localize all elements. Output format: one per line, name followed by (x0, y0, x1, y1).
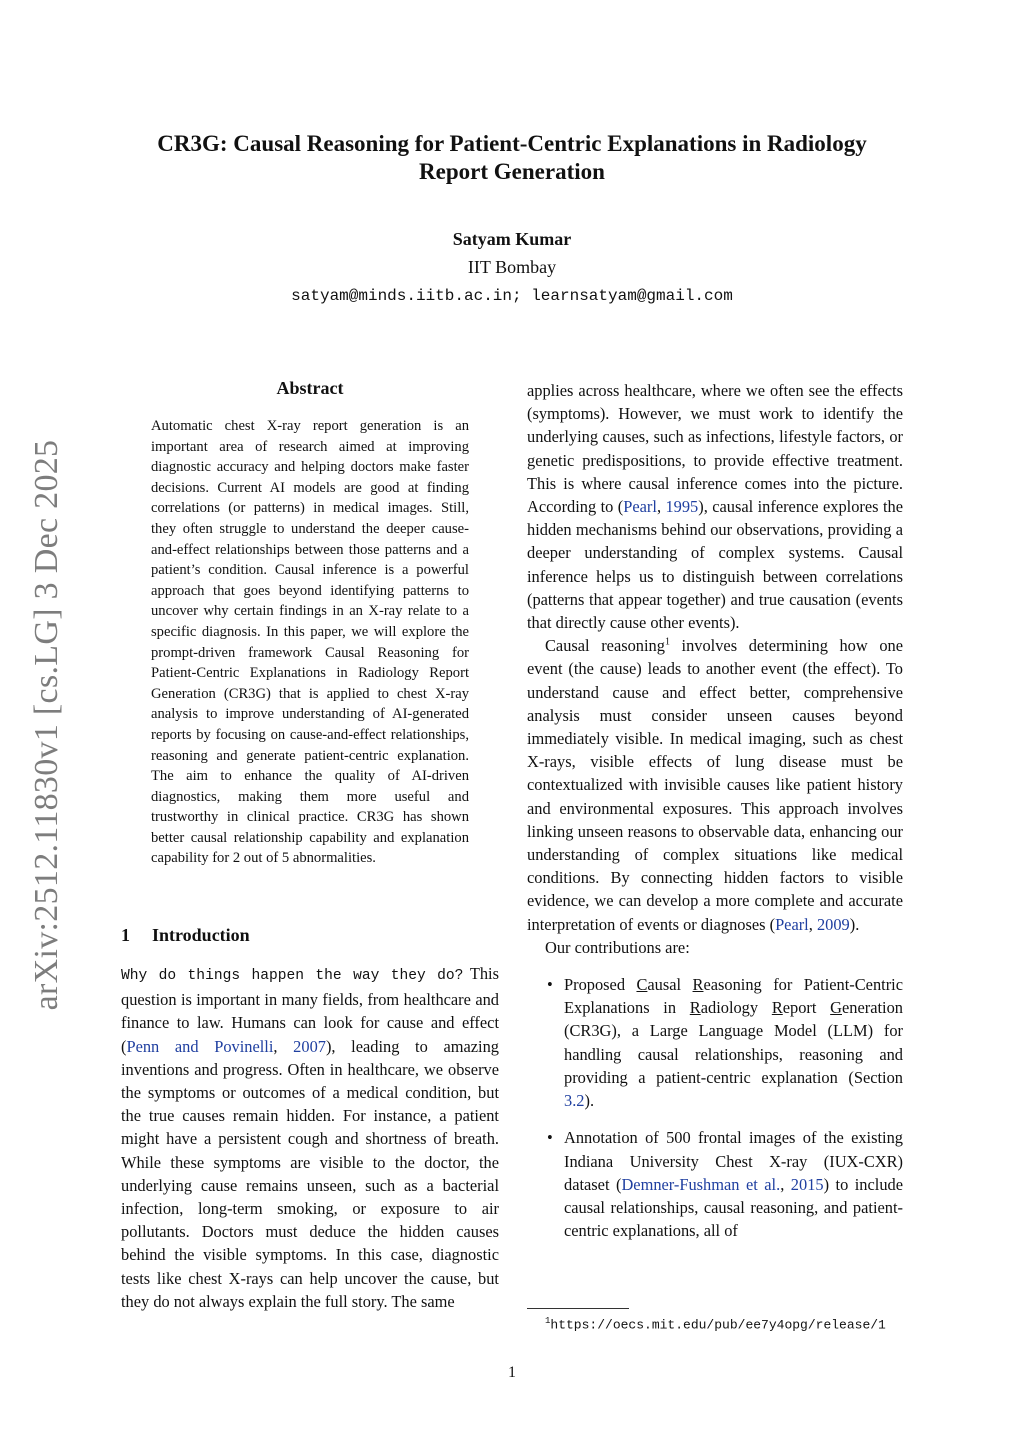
paragraph-text: Causal reasoning (545, 636, 665, 656)
citation-year-link[interactable]: 1995 (665, 497, 699, 517)
footnote-number: 1 (545, 1316, 551, 1326)
paragraph-text: ). (849, 914, 860, 934)
contributions-list (527, 973, 903, 1242)
footnote-url[interactable]: https://oecs.mit.edu/pub/ee7y4opg/release/1 (550, 1317, 886, 1333)
citation-year-link[interactable]: 2009 (816, 914, 850, 934)
list-item: • Proposed Causal Reasoning for Patient-Centric Explanations in Radiology Report Generation (CR3G), a Large Language Model (LLM) for handling causal relationships, reasoning and providing a patient-centric explanation (Section 3.2). (547, 975, 903, 1111)
right-column (527, 379, 903, 1242)
citation-year-link[interactable]: 2007 (293, 1036, 326, 1056)
paper-title-line-2: Report Generation (419, 159, 605, 184)
introduction-lead-question: Why do things happen the way they do? (121, 968, 464, 984)
citation-link[interactable]: Pearl (623, 497, 657, 517)
author-email: satyam@minds.iitb.ac.in; learnsatyam@gmail.com (291, 287, 733, 305)
citation-link[interactable]: Penn and Povinelli (126, 1036, 274, 1056)
introduction-paragraph: Why do things happen the way they do? This question is important in many fields, from healthcare and finance to law. Humans can look for cause and effect (Penn and Povinelli, 2007), leading to amazing inventions and progress. Often in healthcare, we observe the symptoms or outcomes of a medical condition, but the true causes remain hidden. For instance, a patient might have a persistent cough and shortness of breath. While these symptoms are visible to the doctor, the underlying cause remains unseen, such as a bacterial infection, long-term smoking, or exposure to air pollutants. Doctors must deduce the hidden causes behind the visible symptoms. In this case, diagnostic tests like chest X-rays can help uncover the cause, but they do not always explain the full story. The same (121, 964, 499, 1311)
section-heading-introduction (121, 925, 501, 946)
paragraph-text: applies across healthcare, where we often see the effects (symptoms). However, we must work to identify the underlying causes, such as infections, lifestyle factors, or genetic predispositions, to provide effective treatment. This is where causal inference comes into the picture. According to ( (527, 381, 903, 517)
arxiv-identifier-text: arXiv:2512.11830v1 [cs.LG] 3 Dec 2025 (28, 439, 65, 1011)
citation-link[interactable]: Demner-Fushman et al. (621, 1174, 781, 1194)
bullet-icon: • (547, 975, 553, 995)
paragraph-text: involves determining how one event (the cause) leads to another event (the effect). To understand cause and effect better, comprehensive analysis must consider unseen causes beyond immediately visible. In medical imaging, such as chest X-rays, visible effects of lung disease must be contextualized with invisible causes like patient history and environmental exposures. This approach involves linking unseen reasons to observable data, enhancing our understanding of complex situations like medical conditions. By connecting hidden factors to visible evidence, we can develop a more complete and accurate interpretation of events or diagnoses ( (527, 636, 903, 934)
section-reference-link[interactable]: 3.2 (564, 1091, 585, 1111)
footnote (545, 1316, 915, 1332)
bullet-icon: • (547, 1128, 553, 1148)
author-name: Satyam Kumar (452, 229, 572, 249)
section-number: 1 (121, 925, 130, 945)
paragraph-causal-inference: applies across healthcare, where we often see the effects (symptoms). However, we must work to identify the underlying causes, such as infections, lifestyle factors, or genetic predispositions, to provide effective treatment. This is where causal inference comes into the picture. According to (Pearl, 1995), causal inference explores the hidden mechanisms behind our observations, providing a deeper understanding of complex systems. Causal inference helps us to distinguish between correlations (patterns that appear together) and true causation (events that directly cause other events). (527, 381, 903, 633)
author-affiliation: IIT Bombay (467, 257, 557, 277)
paragraph-causal-reasoning: Causal reasoning$^1$ involves determining how one event (the cause) leads to another event (the effect). To understand cause and effect better, comprehensive analysis must consider unseen causes beyond immediately visible. In medical imaging, such as chest X-rays, visible effects of lung disease must be contextualized with invisible causes like patient history and environmental exposures. This approach involves linking unseen reasons to observable data, enhancing our understanding of complex situations like medical conditions. By connecting hidden factors to visible evidence, we can develop a more complete and accurate interpretation of events or diagnoses (Pearl, 2009). (527, 636, 903, 934)
paragraph-contributions-intro: Our contributions are: (545, 937, 690, 957)
abstract-heading: Abstract (276, 378, 344, 398)
footnote-marker[interactable]: 1 (664, 636, 670, 648)
citation-year-link[interactable]: 2015 (790, 1174, 824, 1194)
citation-link[interactable]: Pearl (775, 914, 809, 934)
intro-text-a: This question is important in many fields, from healthcare and finance to law. Humans can look for cause and effect ( (121, 964, 499, 1056)
section-title: Introduction (152, 925, 250, 945)
paragraph-text: ), causal inference explores the hidden mechanisms behind our observations, providing a deeper understanding of complex systems. Causal inference helps us to distinguish between correlations (patterns that appear together) and true causation (events that directly cause other events). (527, 497, 903, 633)
paper-title-line-1: CR3G: Causal Reasoning for Patient-Centric Explanations in Radiology (157, 131, 867, 156)
abstract-text: Automatic chest X-ray report generation is an important area of research aimed at improving diagnostic accuracy and helping doctors make faster decisions. Current AI models are good at finding correlations (or patterns) in medical images. Still, they often struggle to understand the deeper cause-and-effect relationships between those patterns and a patient’s condition. Causal inference is a powerful approach that goes beyond identifying patterns to uncover why certain findings in an X-ray relate to a specific diagnosis. In this paper, we will explore the prompt-driven framework Causal Reasoning for Patient-Centric Explanations in Radiology Report Generation (CR3G) that is applied to chest X-ray analysis to improve understanding of AI-generated reports by focusing on cause-and-effect relationships, reasoning and generate patient-centric explanation. The aim to enhance the quality of AI-driven diagnostics, making them more useful and trustworthy in clinical practice. CR3G has shown better causal relationship capability and explanation capability for 2 out of 5 abnormalities. (151, 418, 469, 867)
footnote-divider (527, 1308, 629, 1309)
intro-text-b: ), leading to amazing inventions and progress. Often in healthcare, we observe the symptoms or outcomes of a medical condition, but the true causes remain hidden. For instance, a patient might have a persistent cough and shortness of breath. While these symptoms are visible to the doctor, the underlying cause remains unseen, such as a bacterial infection, long-term smoking, or exposure to air pollutants. Doctors must deduce the hidden causes behind the visible symptoms. In this case, diagnostic tests like chest X-rays can help uncover the cause, but they do not always explain the full story. The same (121, 1036, 499, 1311)
paper-title (100, 130, 924, 186)
list-item: • Annotation of 500 frontal images of the existing Indiana University Chest X-ray (IUX-CXR) dataset (Demner-Fushman et al., 2015) to include causal relationships, causal reasoning, and patient-centric explanations, all of (547, 1128, 903, 1241)
page-number: 1 (508, 1364, 516, 1381)
